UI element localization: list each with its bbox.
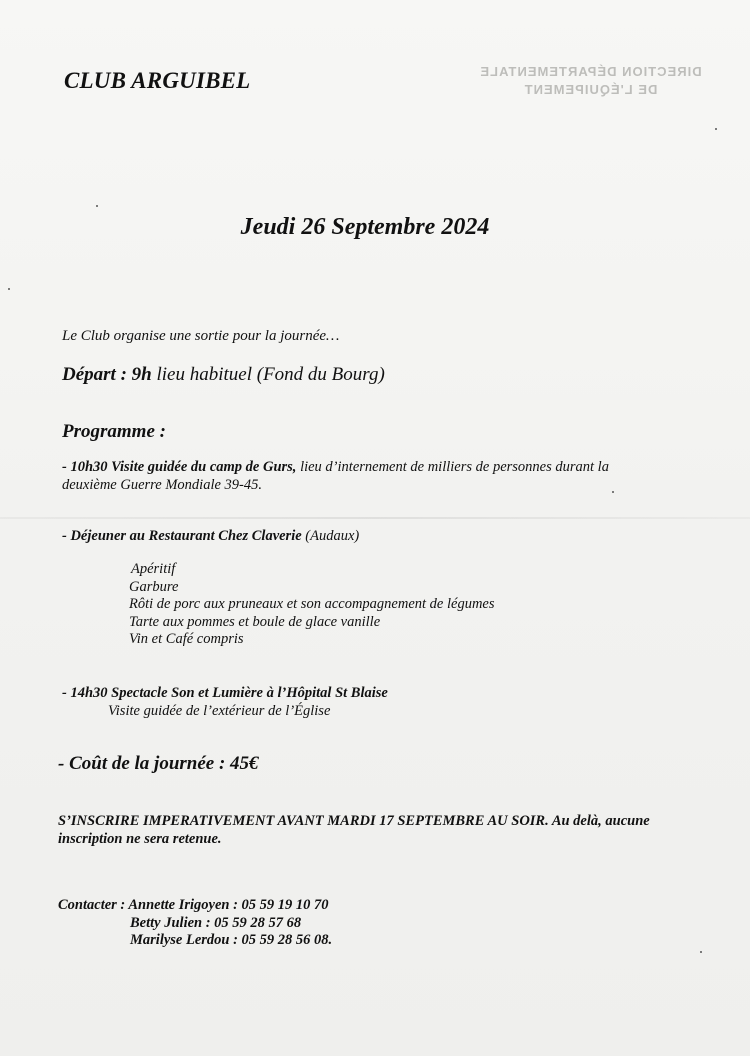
paper-fold-line [0, 517, 750, 519]
day-cost: - Coût de la journée : 45€ [58, 753, 259, 774]
event-date: Jeudi 26 Septembre 2024 [240, 214, 490, 240]
menu-item: Garbure [129, 578, 179, 595]
departure-label: Départ : 9h [62, 364, 152, 385]
menu-item: Vin et Café compris [129, 631, 244, 647]
show-title: - 14h30 Spectacle Son et Lumière à l’Hôpital St Blaise [62, 685, 388, 701]
menu-item: Tarte aux pommes et boule de glace vanille [129, 613, 381, 630]
contact-marilyse: Marilyse Lerdou : 05 59 28 56 08. [130, 932, 333, 948]
visit-gurs-item [62, 458, 662, 494]
paper-speck [8, 288, 10, 290]
contact-row [58, 897, 332, 915]
stamp-line-1: DIRECTION DÉPARTEMENTALE [479, 64, 702, 79]
departure-place: lieu habituel (Fond du Bourg) [151, 364, 385, 385]
paper-speck [700, 951, 702, 953]
intro-text: Le Club organise une sortie pour la journée… [62, 328, 340, 344]
menu-item: Rôti de porc aux pruneaux et son accompagnement de légumes [129, 596, 495, 612]
programme-heading: Programme : [62, 421, 166, 442]
paper-speck [96, 205, 98, 207]
lunch-item [62, 528, 359, 545]
menu-item: Apéritif [131, 561, 176, 577]
club-title: CLUB ARGUIBEL [64, 68, 251, 93]
contact-betty: Betty Julien : 05 59 28 57 68 [130, 914, 302, 931]
menu-list [129, 561, 495, 649]
departure-line [62, 364, 385, 386]
paper-speck [612, 491, 614, 493]
lunch-place: (Audaux) [301, 528, 360, 544]
mirrored-stamp [478, 64, 703, 184]
contact-annette: Annette Irigoyen : 05 59 19 10 70 [128, 897, 329, 913]
show-subline: Visite guidée de l’extérieur de l’Église [108, 703, 331, 719]
registration-notice: S’INSCRIRE IMPERATIVEMENT AVANT MARDI 17 SEPTEMBRE AU SOIR. Au delà, aucune inscription ne sera retenue. [58, 813, 650, 847]
visit-gurs-title: - 10h30 Visite guidée du camp de Gurs, [62, 459, 297, 475]
contact-label: Contacter : [58, 897, 129, 913]
show-item [62, 685, 388, 702]
paper-speck [715, 128, 717, 130]
lunch-title: - Déjeuner au Restaurant Chez Claverie [62, 528, 302, 544]
stamp-line-2: DE L'ÉQUIPEMENT [523, 82, 658, 97]
contact-block [58, 897, 332, 950]
visit-gurs-desc: lieu d’internement de milliers de personnes durant la deuxième Guerre Mondiale 39-45. [62, 459, 609, 493]
